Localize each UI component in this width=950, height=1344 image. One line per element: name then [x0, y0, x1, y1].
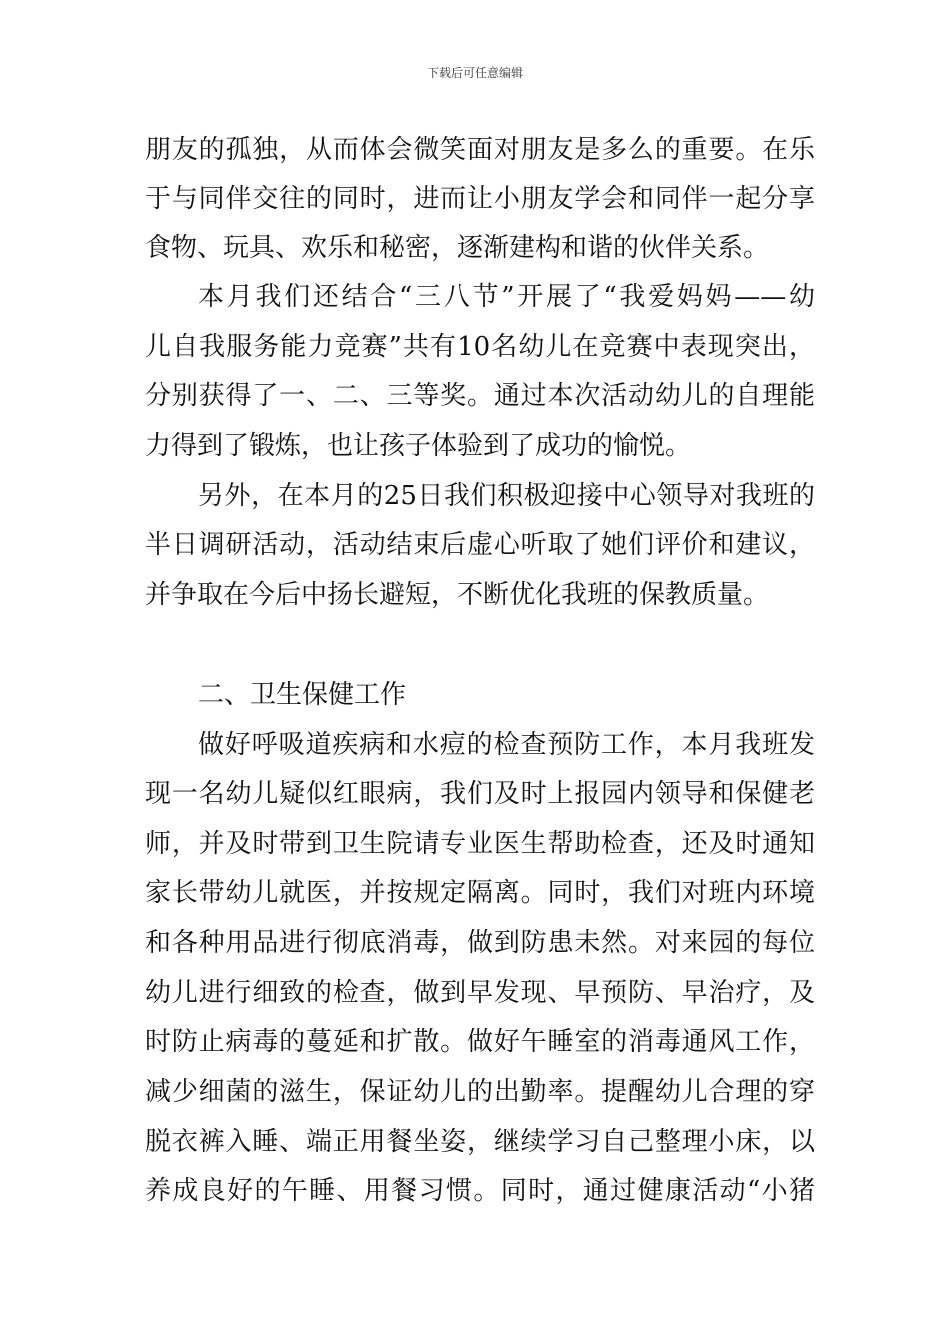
- section-paragraph-line-5: 和各种用品进行彻底消毒，做到防患未然。对来园的每位: [145, 928, 815, 958]
- section-paragraph-line-2: 现一名幼儿疑似红眼病，我们及时上报园内领导和保健老: [145, 779, 815, 809]
- paragraph-3-line-1: 另外，在本月的25日我们积极迎接中心领导对我班的: [198, 481, 815, 511]
- page-header: 下载后可任意编辑: [426, 66, 523, 80]
- paragraph-2-line-1: 本月我们还结合“三八节”开展了“我爱妈妈——幼: [198, 282, 815, 312]
- section-paragraph-line-7: 时防止病毒的蔓延和扩散。做好午睡室的消毒通风工作，: [145, 1027, 815, 1057]
- paragraph-1-line-1: 朋友的孤独，从而体会微笑面对朋友是多么的重要。在乐: [145, 135, 815, 165]
- section-heading: 二、卫生保健工作: [198, 680, 407, 710]
- paragraph-1-line-3: 食物、玩具、欢乐和秘密，逐渐建构和谐的伙伴关系。: [145, 233, 770, 263]
- paragraph-2-line-3: 分别获得了一、二、三等奖。通过本次活动幼儿的自理能: [145, 381, 815, 411]
- section-paragraph-line-4: 家长带幼儿就医，并按规定隔离。同时，我们对班内环境: [145, 878, 815, 908]
- section-paragraph-line-3: 师，并及时带到卫生院请专业医生帮助检查，还及时通知: [145, 829, 815, 859]
- section-paragraph-line-1: 做好呼吸道疾病和水痘的检查预防工作，本月我班发: [198, 730, 815, 760]
- paragraph-1-line-2: 于与同伴交往的同时，进而让小朋友学会和同伴一起分享: [145, 184, 815, 214]
- paragraph-2-line-2: 儿自我服务能力竞赛”共有10名幼儿在竞赛中表现突出，: [145, 332, 815, 362]
- section-paragraph-line-9: 脱衣裤入睡、端正用餐坐姿，继续学习自己整理小床，以: [145, 1127, 815, 1157]
- section-paragraph-line-8: 减少细菌的滋生，保证幼儿的出勤率。提醒幼儿合理的穿: [145, 1077, 815, 1107]
- section-paragraph-line-10: 养成良好的午睡、用餐习惯。同时，通过健康活动“小猪: [145, 1176, 815, 1206]
- paragraph-3-line-3: 并争取在今后中扬长避短，不断优化我班的保教质量。: [145, 580, 770, 610]
- paragraph-2-line-4: 力得到了锻炼，也让孩子体验到了成功的愉悦。: [145, 431, 692, 461]
- section-paragraph-line-6: 幼儿进行细致的检查，做到早发现、早预防、早治疗，及: [145, 978, 815, 1008]
- paragraph-3-line-2: 半日调研活动，活动结束后虚心听取了她们评价和建议，: [145, 530, 815, 560]
